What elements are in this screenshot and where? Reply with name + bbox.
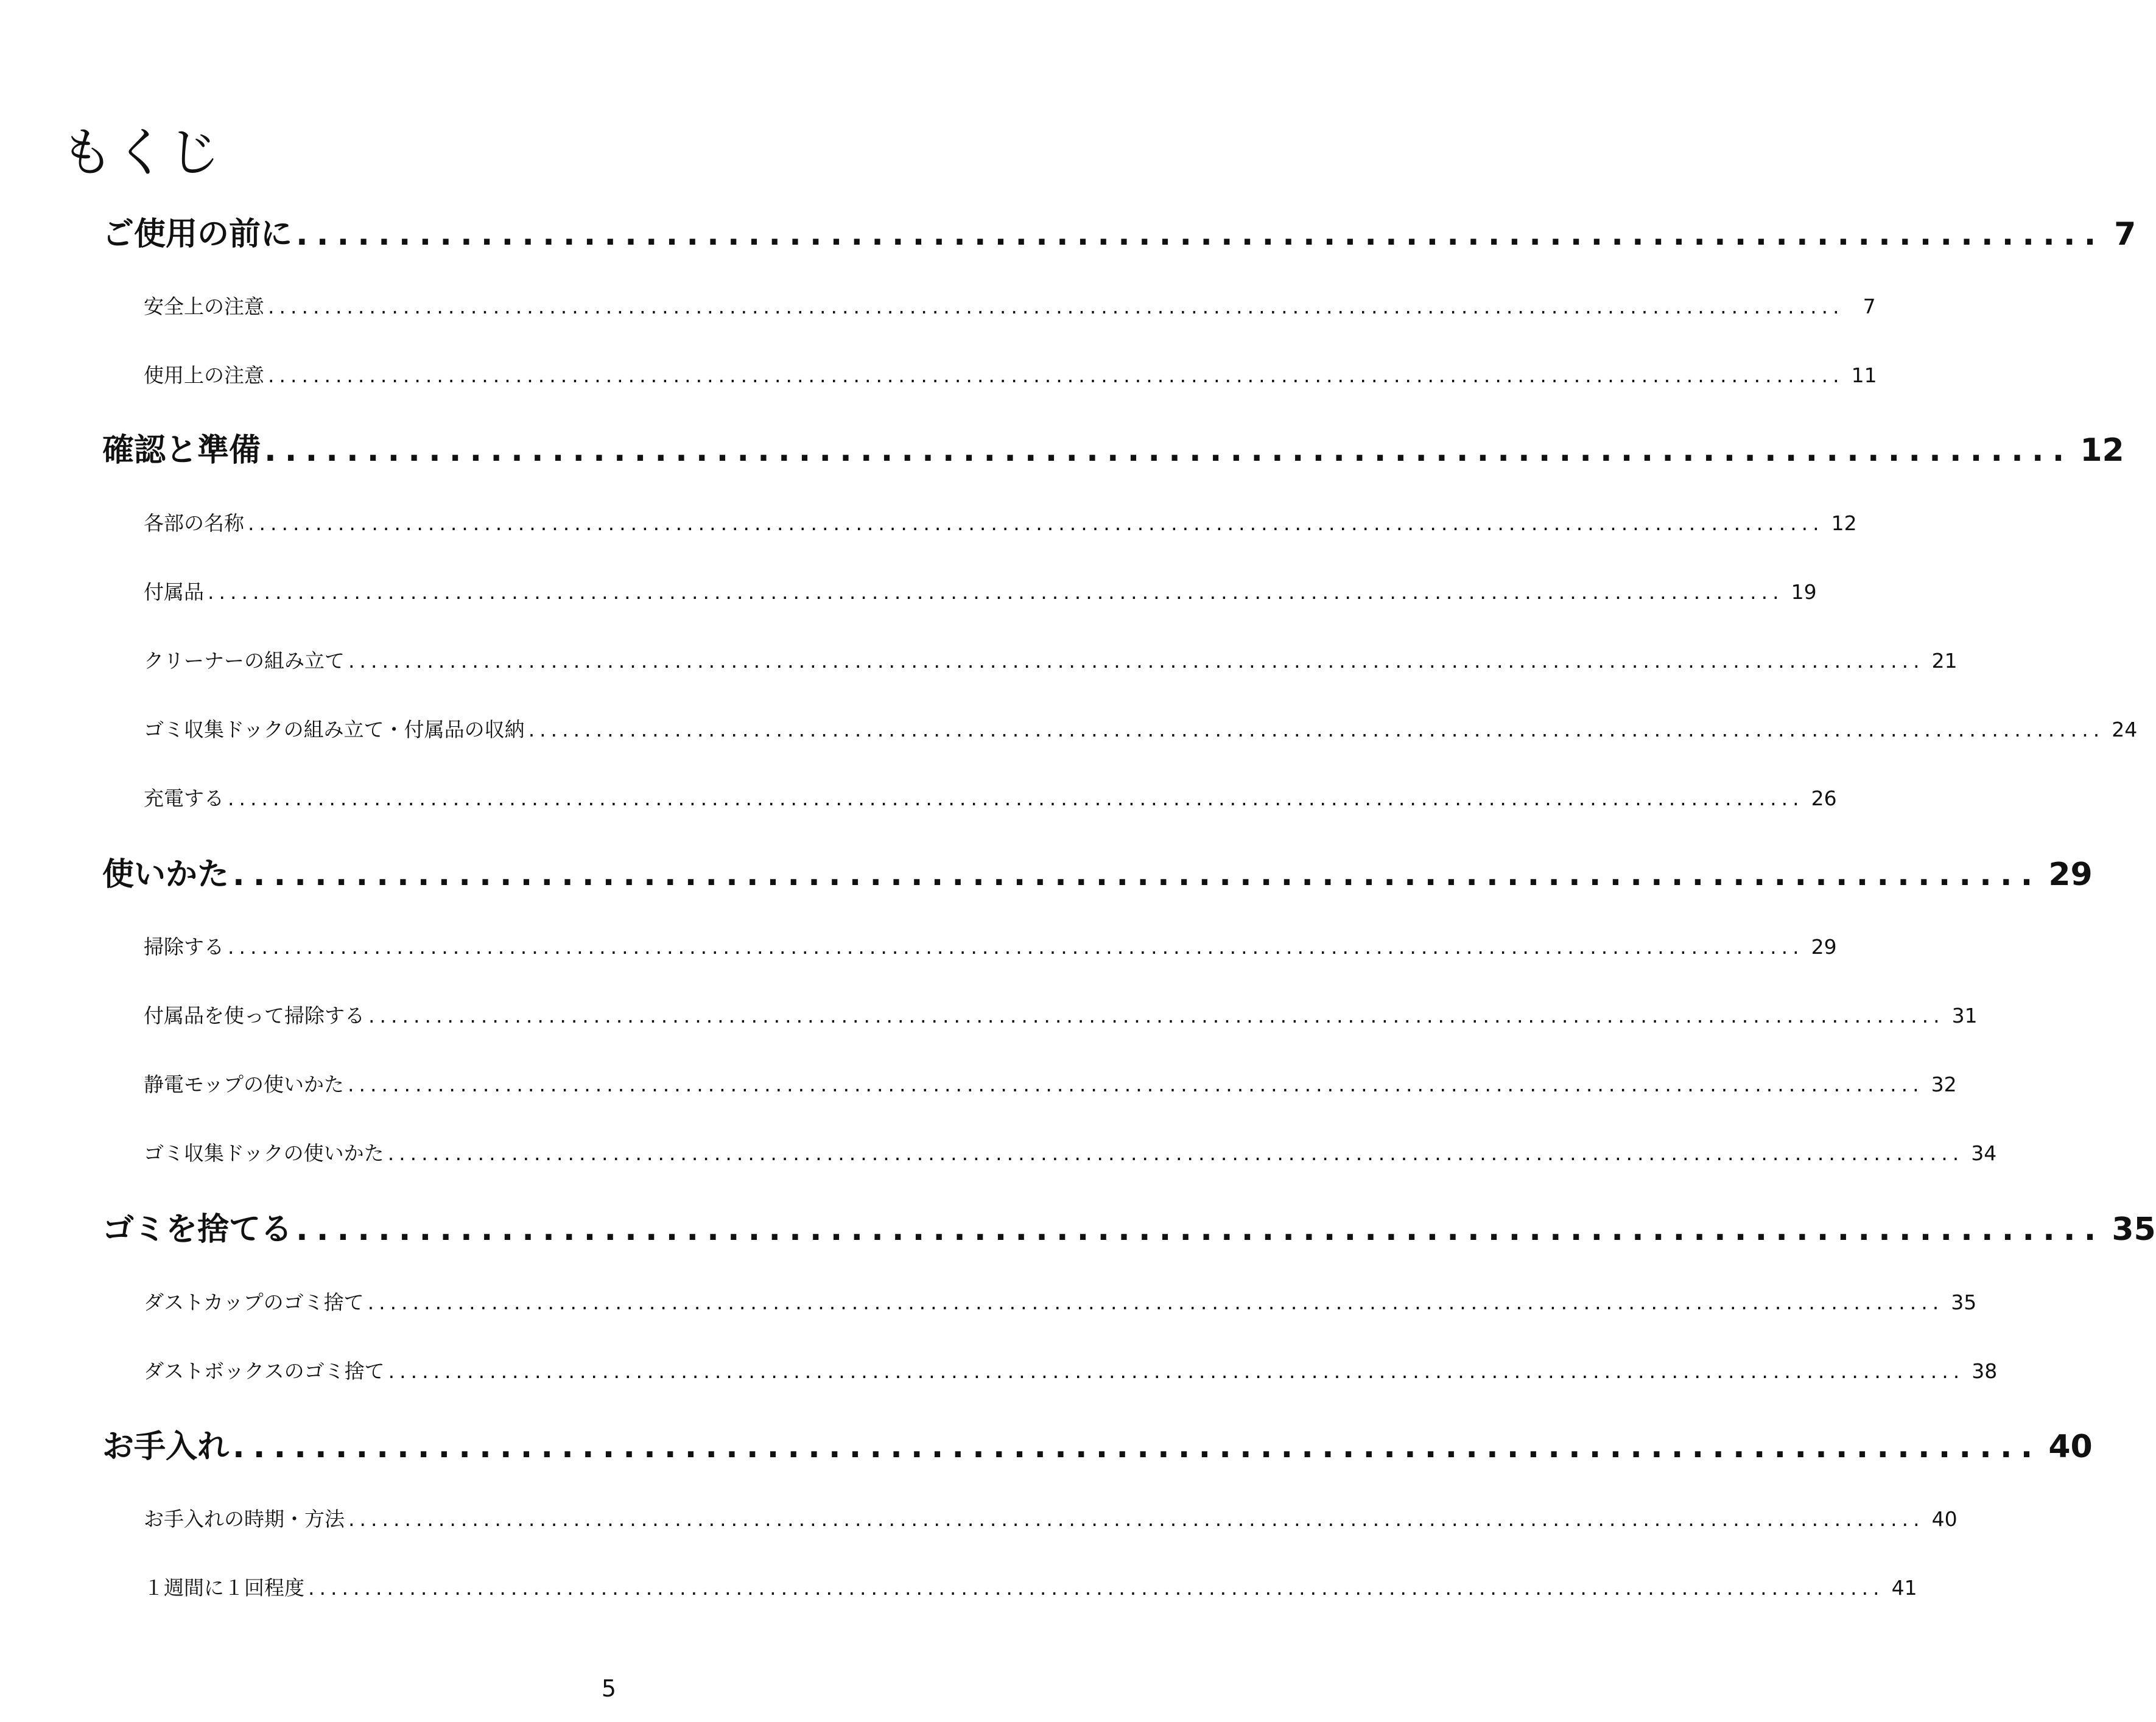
toc-item-page: 12 (1831, 511, 1857, 535)
toc-section-page: 7 (2114, 216, 2137, 253)
toc-item-title: 掃除する (144, 935, 224, 959)
toc-leader-dots: ............................................................................................................................................ (208, 580, 1784, 604)
toc-item-title: お手入れの時期・方法 (144, 1507, 345, 1531)
toc-item-page: 41 (1891, 1576, 1917, 1600)
toc-leader-dots: ............................................................................................................................................ (528, 718, 2105, 741)
toc-section-4[interactable] (102, 1203, 2156, 1249)
toc-item-title: 付属品を使って掃除する (144, 1004, 365, 1027)
toc-item-title: 付属品 (144, 580, 204, 604)
toc-item-page: 32 (1931, 1073, 1957, 1096)
toc-item-title: ダストカップのゴミ捨て (144, 1290, 364, 1314)
toc-item-page: 35 (1951, 1290, 1977, 1314)
toc-item-3-1[interactable] (144, 931, 1837, 960)
toc-item-3-2[interactable] (144, 1000, 1978, 1029)
toc-leader-dots: ........................................................................................ (264, 432, 2073, 469)
toc-item-title: 使用上の注意 (144, 363, 264, 387)
toc-item-title: 静電モップの使いかた (144, 1073, 345, 1096)
toc-leader-dots: ............................................................................................................................................ (368, 1004, 1945, 1027)
toc-leader-dots: ............................................................................................................................................ (388, 1359, 1965, 1383)
toc-item-page: 11 (1851, 363, 1877, 387)
toc-item-4-2[interactable] (144, 1356, 1998, 1384)
toc-leader-dots: ........................................................................................ (296, 1211, 2105, 1248)
toc-leader-dots: ............................................................................................................................................ (228, 935, 1804, 959)
toc-section-3[interactable] (102, 849, 2093, 894)
toc-section-title: 確認と準備 (102, 432, 261, 469)
toc-item-title: 各部の名称 (144, 511, 244, 535)
toc-item-title: ゴミ収集ドックの使いかた (144, 1141, 384, 1165)
toc-item-page: 7 (1863, 295, 1876, 318)
toc-section-title: 使いかた (102, 856, 230, 893)
toc-leader-dots: ............................................................................................................................................ (248, 511, 1824, 535)
toc-leader-dots: ............................................................................................................................................ (348, 1073, 1924, 1096)
toc-item-title: 安全上の注意 (144, 295, 264, 318)
toc-item-title: ダストボックスのゴミ捨て (144, 1359, 385, 1383)
toc-item-3-3[interactable] (144, 1069, 1957, 1097)
toc-item-page: 26 (1811, 786, 1837, 810)
toc-leader-dots: ............................................................................................................................................ (268, 295, 1844, 318)
toc-section-page: 12 (2080, 432, 2124, 469)
toc-section-1[interactable] (102, 208, 2137, 254)
toc-item-page: 29 (1811, 935, 1837, 959)
page-title: もくじ (61, 122, 222, 183)
toc-item-5-1[interactable] (144, 1503, 1958, 1532)
toc-leader-dots: ............................................................................................................................................ (348, 1507, 1925, 1531)
toc-leader-dots: ............................................................................................................................................ (387, 1141, 1964, 1165)
toc-item-3-4[interactable] (144, 1138, 1997, 1166)
toc-item-page: 31 (1951, 1004, 1978, 1027)
toc-section-page: 40 (2048, 1429, 2093, 1465)
toc-item-page: 34 (1971, 1141, 1997, 1165)
toc-item-page: 24 (2112, 718, 2138, 741)
toc-item-title: クリーナーの組み立て (144, 649, 345, 673)
toc-item-2-3[interactable] (144, 645, 1958, 674)
toc-item-page: 21 (1931, 649, 1958, 673)
toc-leader-dots: ............................................................................................................................................ (367, 1290, 1944, 1314)
toc-leader-dots: ........................................................................................ (233, 1429, 2042, 1465)
toc-leader-dots: ........................................................................................ (233, 856, 2042, 893)
toc-item-page: 40 (1931, 1507, 1958, 1531)
toc-section-5[interactable] (102, 1421, 2093, 1466)
toc-leader-dots: ............................................................................................................................................ (348, 649, 1925, 673)
toc-item-title: ゴミ収集ドックの組み立て・付属品の収納 (144, 718, 525, 741)
toc-leader-dots: ............................................................................................................................................ (308, 1576, 1884, 1600)
toc-item-1-1[interactable] (144, 291, 1876, 320)
toc-section-page: 35 (2112, 1211, 2156, 1248)
toc-section-title: ゴミを捨てる (102, 1211, 293, 1248)
toc-item-2-1[interactable] (144, 508, 1857, 536)
toc-leader-dots: ............................................................................................................................................ (268, 363, 1844, 387)
toc-item-page: 19 (1791, 580, 1817, 604)
toc-section-page: 29 (2048, 856, 2093, 893)
toc-leader-dots: ............................................................................................................................................ (228, 786, 1804, 810)
toc-item-page: 38 (1972, 1359, 1998, 1383)
toc-item-title: 充電する (144, 786, 224, 810)
toc-item-2-2[interactable] (144, 576, 1817, 605)
toc-section-title: ご使用の前に (102, 216, 293, 253)
toc-leader-dots: ........................................................................................ (296, 216, 2105, 253)
toc-item-title: １週間に１回程度 (144, 1576, 304, 1600)
page-number: 5 (601, 1675, 617, 1702)
toc-item-2-4[interactable] (144, 714, 2138, 743)
toc-item-4-1[interactable] (144, 1287, 1977, 1315)
toc-section-2[interactable] (102, 424, 2124, 470)
toc-section-title: お手入れ (102, 1429, 230, 1465)
toc-item-2-5[interactable] (144, 783, 1837, 811)
toc-item-5-2[interactable] (144, 1572, 1917, 1601)
toc-item-1-2[interactable] (144, 360, 1877, 388)
